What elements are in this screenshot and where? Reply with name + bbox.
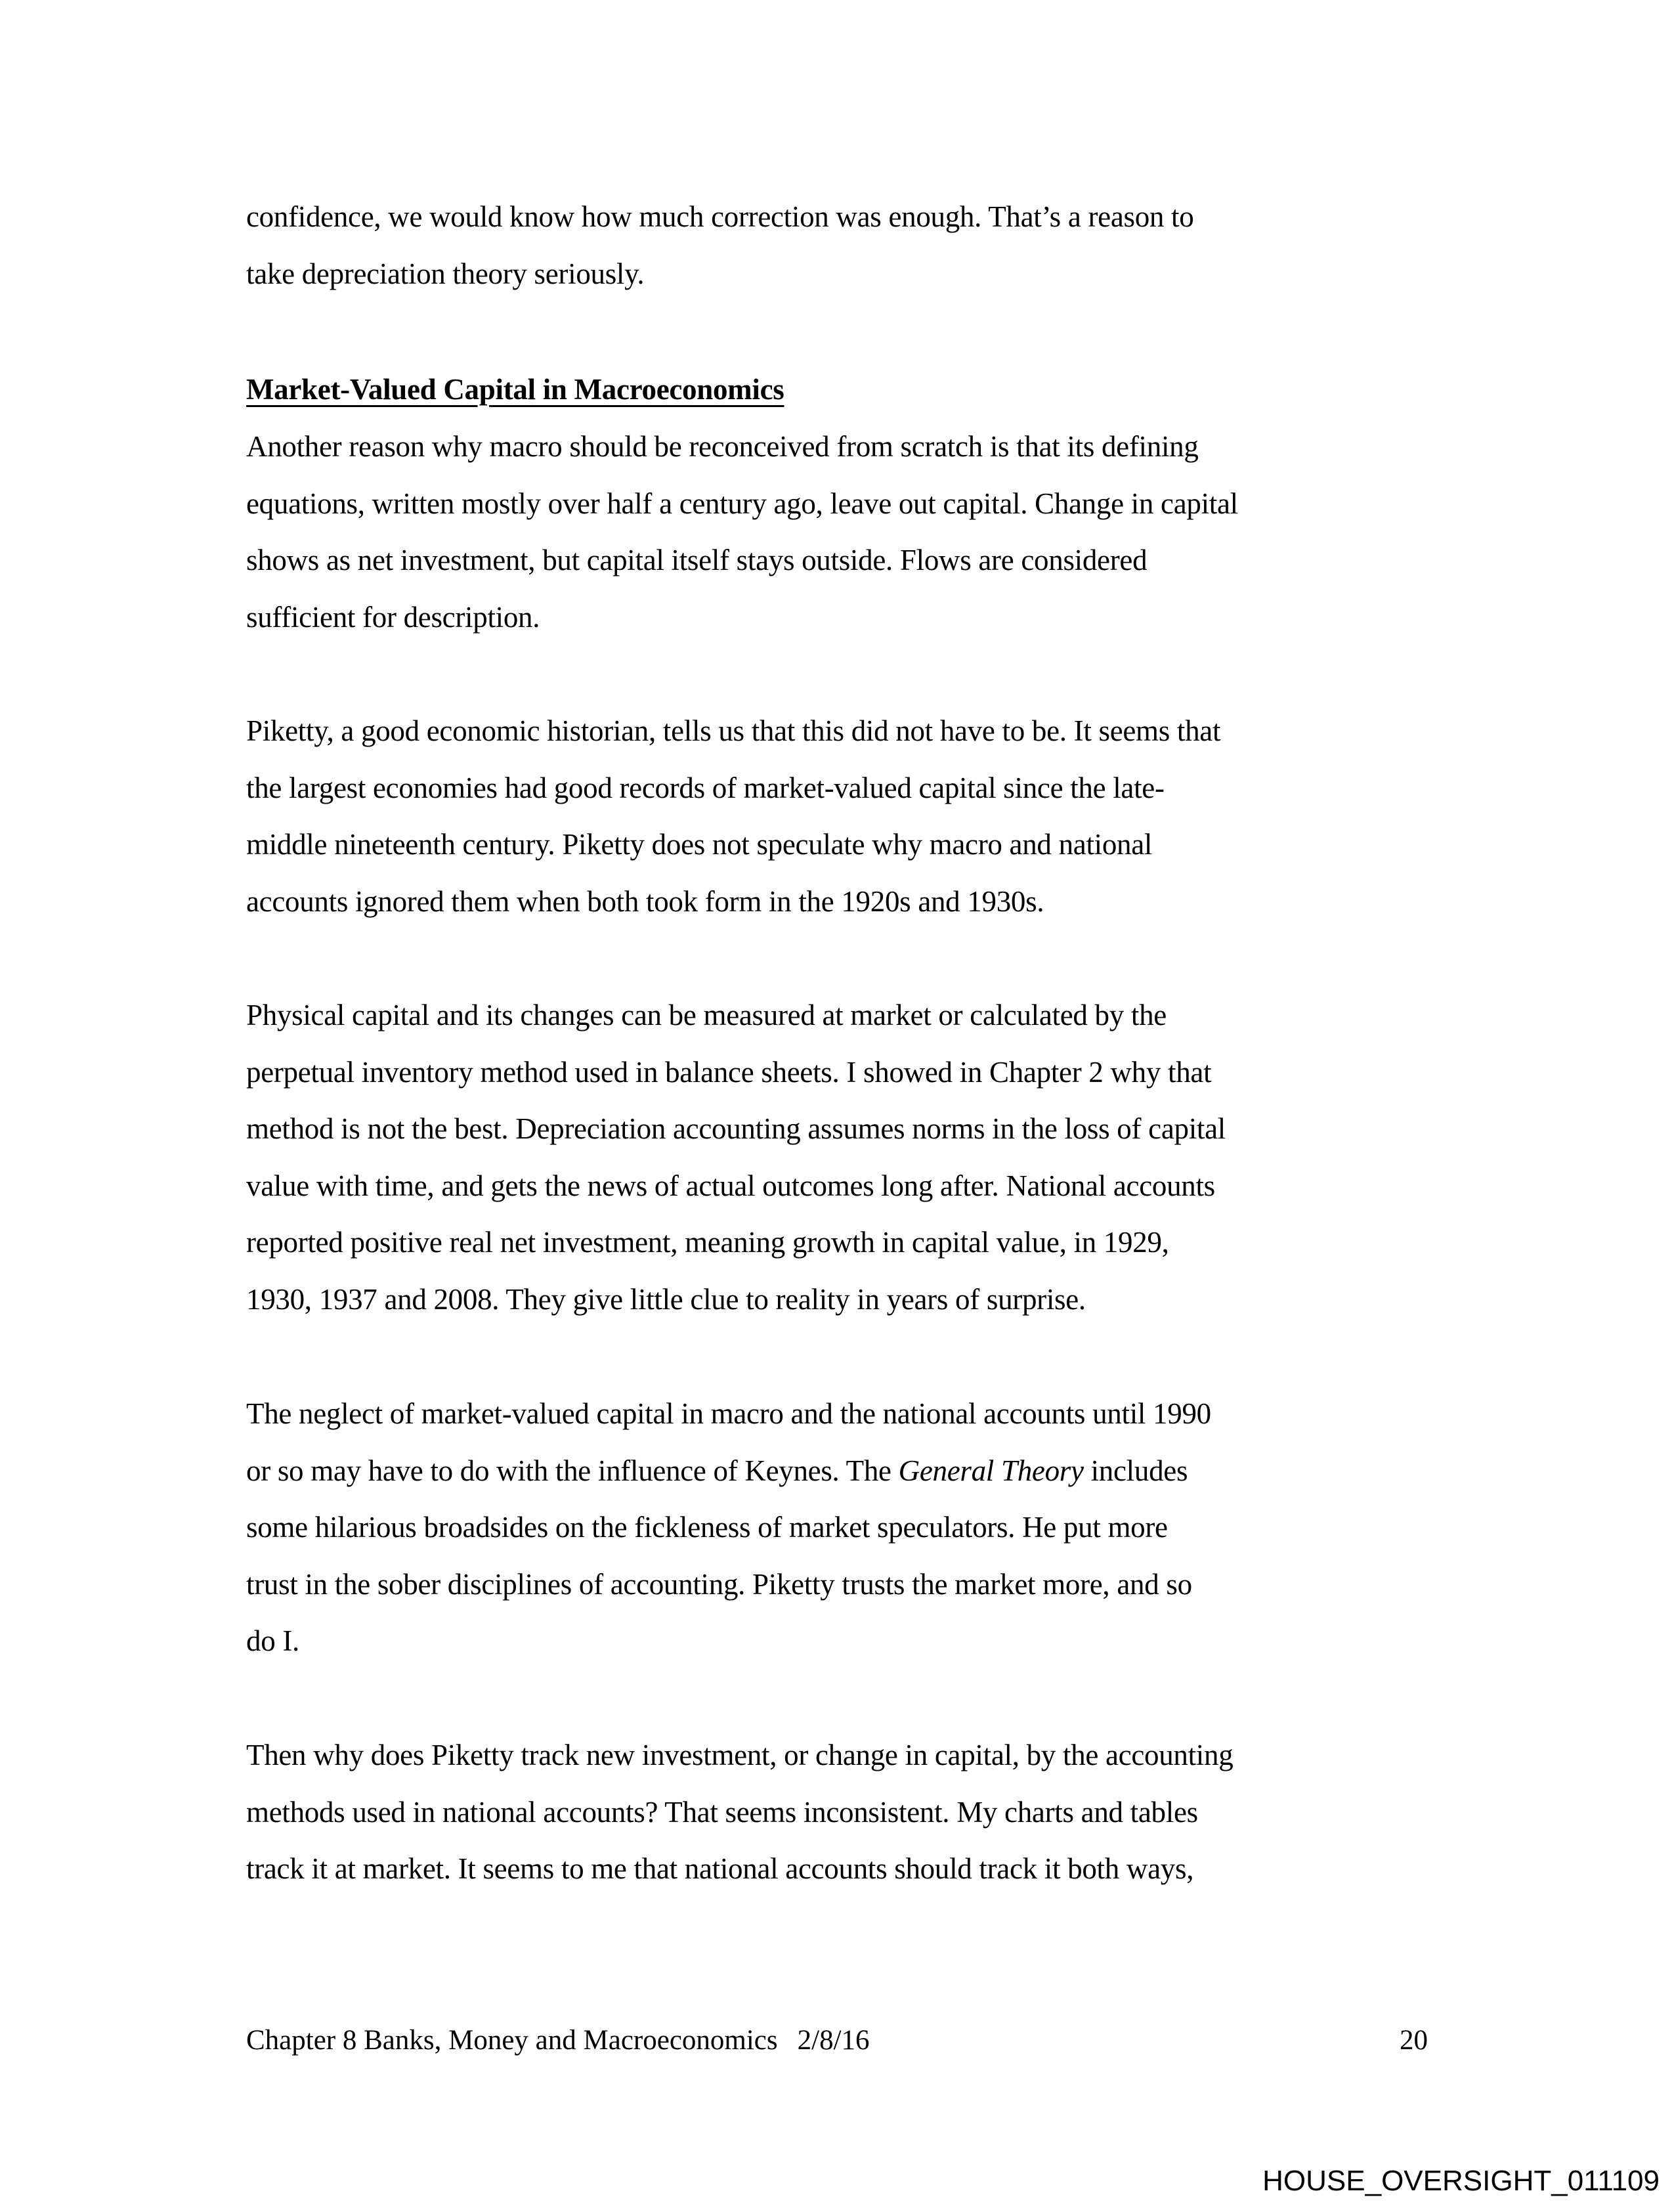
text-line: take depreciation theory seriously. <box>246 257 645 290</box>
text-line: methods used in national accounts? That seems inconsistent. My charts and tables <box>246 1795 1198 1829</box>
text-line: Physical capital and its changes can be measured at market or calculated by the <box>246 999 1167 1031</box>
paragraph-intro <box>246 188 1438 302</box>
text-line: the largest economies had good records of market-valued capital since the late- <box>246 771 1165 804</box>
text-line-with-italic <box>246 1442 1438 1500</box>
paragraph-then-why <box>246 1727 1438 1898</box>
text-line: Then why does Piketty track new investment, or change in capital, by the accounting <box>246 1739 1234 1771</box>
text-line: some hilarious broadsides on the fickleness of market speculators. He put more <box>246 1511 1168 1544</box>
text-line: track it at market. It seems to me that national accounts should track it both ways, <box>246 1852 1194 1886</box>
page-footer <box>246 2021 1428 2060</box>
footer-date: 2/8/16 <box>797 2025 870 2056</box>
footer-left-group <box>246 2021 870 2060</box>
text-line: 1930, 1937 and 2008. They give little clue to reality in years of surprise. <box>246 1282 1086 1316</box>
text-line: The neglect of market-valued capital in macro and the national accounts until 1990 <box>246 1397 1211 1430</box>
footer-chapter-title: Chapter 8 Banks, Money and Macroeconomics <box>246 2025 778 2056</box>
text-line: do I. <box>246 1624 299 1658</box>
text-segment: or so may have to do with the influence of Keynes. The <box>246 1454 899 1487</box>
text-line: reported positive real net investment, meaning growth in capital value, in 1929, <box>246 1226 1169 1259</box>
text-line: equations, written mostly over half a century ago, leave out capital. Change in capital <box>246 487 1238 520</box>
paragraph-physical-capital <box>246 987 1438 1328</box>
paragraph-another-reason <box>246 418 1438 645</box>
text-line: middle nineteenth century. Piketty does not speculate why macro and national <box>246 828 1153 861</box>
text-line: method is not the best. Depreciation accounting assumes norms in the loss of capital <box>246 1112 1226 1146</box>
text-line: sufficient for description. <box>246 600 540 634</box>
text-line: trust in the sober disciplines of accounting. Piketty trusts the market more, and so <box>246 1567 1192 1601</box>
text-segment: includes <box>1083 1454 1188 1487</box>
footer-page-number: 20 <box>1400 2025 1428 2056</box>
text-line: Another reason why macro should be reconceived from scratch is that its defining <box>246 430 1199 463</box>
bates-stamp: HOUSE_OVERSIGHT_011109 <box>1262 2165 1660 2197</box>
paragraph-neglect-keynes <box>246 1385 1438 1670</box>
text-line: accounts ignored them when both took form in the 1920s and 1930s. <box>246 884 1044 918</box>
paragraph-piketty-historian <box>246 703 1438 930</box>
text-line: perpetual inventory method used in balance sheets. I showed in Chapter 2 why that <box>246 1055 1212 1089</box>
text-line: confidence, we would know how much correction was enough. That’s a reason to <box>246 200 1194 233</box>
text-line: shows as net investment, but capital itself stays outside. Flows are considered <box>246 544 1148 577</box>
book-title-italic: General Theory <box>898 1454 1084 1487</box>
section-heading: Market-Valued Capital in Macroeconomics <box>246 373 784 406</box>
text-line: value with time, and gets the news of actual outcomes long after. National accounts <box>246 1169 1215 1202</box>
text-line: Piketty, a good economic historian, tells us that this did not have to be. It seems that <box>246 714 1221 747</box>
section-heading-block <box>246 361 1438 418</box>
